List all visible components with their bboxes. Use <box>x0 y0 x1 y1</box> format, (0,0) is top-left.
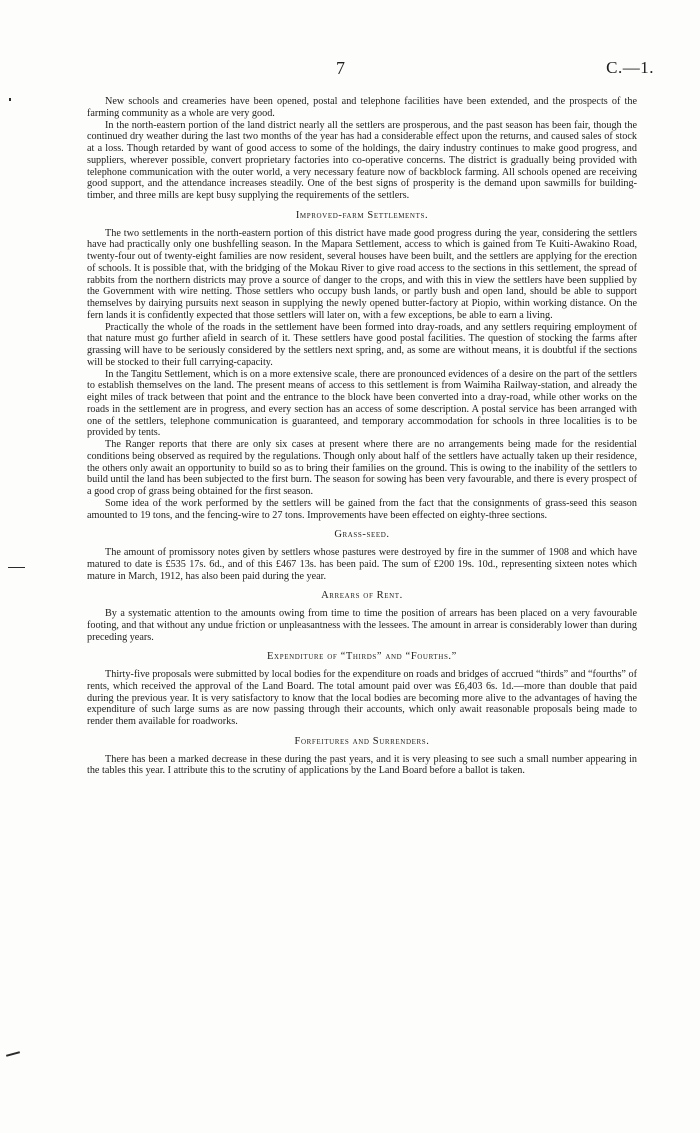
section-heading-improved-farm-settlements: Improved-farm Settlements. <box>295 209 429 221</box>
section-paragraph: The two settlements in the north-eastern portion of this district have made good progress during the year, considering the settlers have had practically only one bushfelling season. In the Mapara Settlement, access to which is gained from Te Kuiti-Awakino Road, twenty-four out of twenty-eight families are now resident, several houses have been built, and the settlers are applying for the erection of schools. It is possible that, with the bridging of the Mokau River to give road access to the sections in this settlement, the spread of rabbits from the northern districts may prove a source of danger to the crops, and with this in view the settlers have been supplied by the Government with wire netting. Those settlers who occupy bush lands, or partly bush and open land, should be able to support themselves by dairying pursuits next season in supplying the newly opened butter-factory at Piopio, within working distance. On the fern lands it is confidently expected that those settlers will later on, with a few exceptions, be able to earn a living. <box>87 227 637 321</box>
intro-paragraph: In the north-eastern portion of the land district nearly all the settlers are prosperous, and the past season has been fair, though the continued dry weather during the last two months of the year has had a considerable effect upon the returns, and caused sales of stock at a loss. Though retarded by want of good access to some of the holdings, the dairy industry continues to make good progress, and suppliers, wherever possible, convert proprietary factories into co-operative concerns. The district is gradually being provided with telephone communication with the outer world, a very necessary feature now of backblock farming. All schools opened are receiving good support, and the attendance increases steadily. One of the best signs of prosperity is the demand upon sawmills for building-timber, and three mills are kept busy supplying the requirements of the settlers. <box>87 119 637 201</box>
section-paragraph: The Ranger reports that there are only six cases at present where there are no arrangements being made for the residential conditions being observed as required by the regulations. Though only about half of the settlers have actually taken up their residence, the others only await an opportunity to build so as to bring their families on the ground. This is owing to the inability of the settlers to build until the land has been subjected to the first burn. The season for sowing has been very favourable, and there is every prospect of a good crop of grass being obtained for the first season. <box>87 439 637 497</box>
page-number: 7 <box>336 58 346 78</box>
section-paragraph: The amount of promissory notes given by settlers whose pastures were destroyed by fire in the summer of 1908 and which have matured to date is £535 17s. 6d., and of this £467 13s. has been paid. The sum of £200 19s. 10d., representing sixteen notes which mature in March, 1912, has also been paid during the year. <box>87 547 637 582</box>
scan-speck-top <box>9 98 11 101</box>
scan-mark-bottom <box>6 1051 20 1057</box>
section-paragraph: Some idea of the work performed by the settlers will be gained from the fact that the consignments of grass-seed this season amounted to 19 tons, and the fencing-wire to 27 tons. Improvements have been effected on eighty-three sections. <box>87 497 637 521</box>
section-paragraph: By a systematic attention to the amounts owing from time to time the position of arrears has been placed on a very favourable footing, and that without any undue friction or unpleasantness with the lessees. The amount in arrear is considerably lower than during preceding years. <box>87 608 637 643</box>
section-heading-arrears-of-rent: Arrears of Rent. <box>321 590 403 602</box>
report-code: C.—1. <box>606 58 654 77</box>
page-header <box>0 58 700 88</box>
section-heading-grass-seed: Grass-seed. <box>334 529 390 541</box>
section-paragraph: Thirty-five proposals were submitted by local bodies for the expenditure on roads and bridges of accrued “thirds” and “fourths” of rents, which received the approval of the Land Board. The total amount paid over was £6,403 6s. 1d.—more than double that paid during the previous year. It is very satisfactory to know that the local bodies are becoming more alive to the advantages of having the expenditure of such large sums as are now passing through their accounts, which only await reasonable proposals being made to render them available for roadworks. <box>87 669 637 727</box>
section-heading-expenditure: Expenditure of “Thirds” and “Fourths.” <box>267 651 457 663</box>
section-heading-forfeitures: Forfeitures and Surrenders. <box>294 735 430 747</box>
report-body <box>87 96 637 777</box>
section-paragraph: Practically the whole of the roads in the settlement have been formed into dray-roads, and any settlers requiring employment of that nature must go further afield in search of it. These settlers have good postal facilities. The question of stocking the farms after grassing will have to be seriously considered by the settlers next spring, and, as some are without means, it is doubtful if the sections will be stocked to their full carrying-capacity. <box>87 321 637 368</box>
section-paragraph: In the Tangitu Settlement, which is on a more extensive scale, there are pronounced evidences of a desire on the part of the settlers to establish themselves on the land. The present means of access to this settlement is from Waimiha Railway-station, and already the eight miles of track between that point and the entrance to the block have been converted into a dray-road, while other works on the roads in the settlement are in progress, and every section has an access of some description. A postal service has been arranged with one of the settlers, telephone communication is guaranteed, and temporary accommodation for schools in three localities is to be provided by tents. <box>87 368 637 439</box>
scan-mark-margin <box>8 567 25 568</box>
section-paragraph: There has been a marked decrease in these during the past years, and it is very pleasing to see such a small number appearing in the tables this year. I attribute this to the scrutiny of applications by the Land Board before a ballot is taken. <box>87 753 637 777</box>
intro-paragraph: New schools and creameries have been opened, postal and telephone facilities have been extended, and the prospects of the farming community as a whole are very good. <box>87 96 637 119</box>
